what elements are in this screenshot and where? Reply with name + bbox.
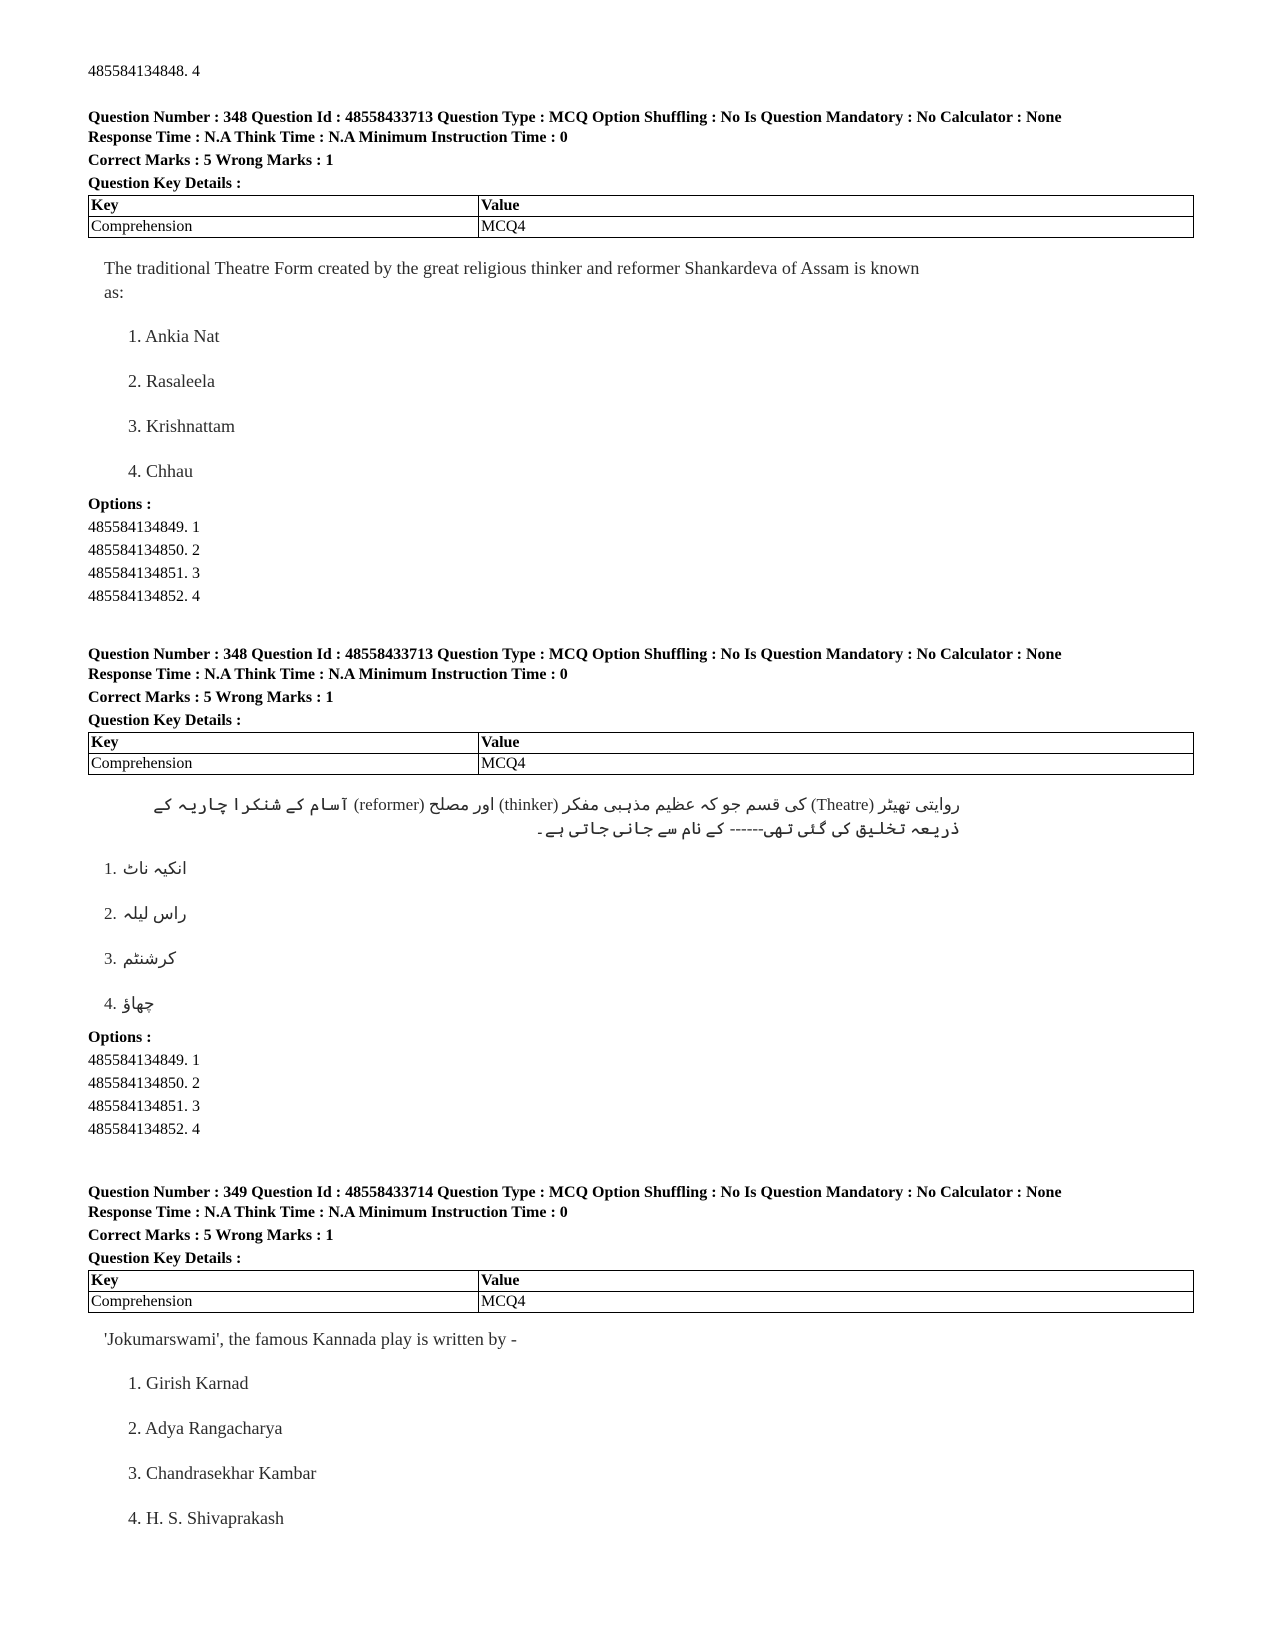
question-meta-line-2: Response Time : N.A Think Time : N.A Minimum Instruction Time : 0 <box>88 1204 568 1221</box>
marks-line: Correct Marks : 5 Wrong Marks : 1 <box>88 152 334 169</box>
key-cell: Comprehension <box>89 217 479 238</box>
choice-item <box>104 857 1194 902</box>
question-stem-urdu: روایتی تھیٹر (Theatre) کی قسم جو کہ عظیم مذہبی مفکر (thinker) اور مصلح (reformer) آسام کے شنکرا چاریہ کے ذریعہ تخلیق کی گئی تھی------ کے نام سے جانی جاتی ہے۔ <box>153 795 960 838</box>
option-id-line: 485584134850. 2 <box>88 1075 200 1092</box>
key-details-label: Question Key Details : <box>88 712 242 729</box>
value-header: Value <box>479 1271 1194 1292</box>
key-cell: Comprehension <box>89 1292 479 1313</box>
key-header: Key <box>89 733 479 754</box>
option-id-line: 485584134851. 3 <box>88 1098 200 1115</box>
question-meta-line-2: Response Time : N.A Think Time : N.A Minimum Instruction Time : 0 <box>88 666 568 683</box>
choice-list <box>88 324 1194 489</box>
key-details-label: Question Key Details : <box>88 1250 242 1267</box>
options-label: Options : <box>88 1029 152 1046</box>
option-id-line: 485584134850. 2 <box>88 542 200 559</box>
option-id-line: 485584134849. 1 <box>88 1052 200 1069</box>
question-meta-line-2: Response Time : N.A Think Time : N.A Minimum Instruction Time : 0 <box>88 129 568 146</box>
question-stem: 'Jokumarswami', the famous Kannada play is written by - <box>104 1329 517 1349</box>
key-cell: Comprehension <box>89 754 479 775</box>
option-id-line: 485584134852. 4 <box>88 1121 200 1138</box>
value-cell: MCQ4 <box>479 1292 1194 1313</box>
option-id-line: 485584134849. 1 <box>88 519 200 536</box>
question-stem: The traditional Theatre Form created by the great religious thinker and reformer Shankardeva of Assam is known as: <box>104 258 920 302</box>
options-label: Options : <box>88 496 152 513</box>
choice-number: 4. <box>104 994 117 1013</box>
choice-item <box>104 947 1194 992</box>
question-meta-line-1: Question Number : 348 Question Id : 48558433713 Question Type : MCQ Option Shuffling : No Is Question Mandatory : No Calculator : None <box>88 109 1062 126</box>
marks-line: Correct Marks : 5 Wrong Marks : 1 <box>88 689 334 706</box>
question-block-2 <box>88 645 1194 1141</box>
key-header: Key <box>89 196 479 217</box>
key-details-label: Question Key Details : <box>88 175 242 192</box>
question-meta-line-1: Question Number : 348 Question Id : 48558433713 Question Type : MCQ Option Shuffling : No Is Question Mandatory : No Calculator : None <box>88 646 1062 663</box>
choice-item: 4. Chhau <box>128 461 193 481</box>
choice-text: کرشنٹم <box>122 949 177 968</box>
key-header: Key <box>89 1271 479 1292</box>
choice-number: 3. <box>104 949 117 968</box>
choice-item: 2. Adya Rangacharya <box>128 1418 283 1438</box>
option-id-line: 485584134852. 4 <box>88 588 200 605</box>
choice-item <box>104 902 1194 947</box>
choice-text: راس لیلہ <box>122 904 187 923</box>
previous-option-line: 485584134848. 4 <box>88 63 200 80</box>
key-details-table <box>88 195 1194 238</box>
choice-item: 2. Rasaleela <box>128 371 215 391</box>
value-cell: MCQ4 <box>479 217 1194 238</box>
key-details-table <box>88 732 1194 775</box>
choice-item <box>104 992 1194 1022</box>
choice-item: 3. Chandrasekhar Kambar <box>128 1463 317 1483</box>
choice-number: 2. <box>104 904 117 923</box>
value-cell: MCQ4 <box>479 754 1194 775</box>
choice-list <box>88 857 1194 1022</box>
marks-line: Correct Marks : 5 Wrong Marks : 1 <box>88 1227 334 1244</box>
value-header: Value <box>479 733 1194 754</box>
key-details-table <box>88 1270 1194 1313</box>
choice-text: انکیہ ناٹ <box>122 859 187 878</box>
choice-item: 1. Ankia Nat <box>128 326 220 346</box>
choice-number: 1. <box>104 859 117 878</box>
question-meta-line-1: Question Number : 349 Question Id : 48558433714 Question Type : MCQ Option Shuffling : No Is Question Mandatory : No Calculator : None <box>88 1184 1062 1201</box>
value-header: Value <box>479 196 1194 217</box>
question-block-1 <box>88 108 1194 608</box>
choice-list <box>88 1371 1194 1551</box>
choice-text: چھاؤ <box>122 994 155 1013</box>
choice-item: 3. Krishnattam <box>128 416 235 436</box>
choice-item: 4. H. S. Shivaprakash <box>128 1508 284 1528</box>
choice-item: 1. Girish Karnad <box>128 1373 249 1393</box>
question-block-3 <box>88 1183 1194 1551</box>
option-id-line: 485584134851. 3 <box>88 565 200 582</box>
